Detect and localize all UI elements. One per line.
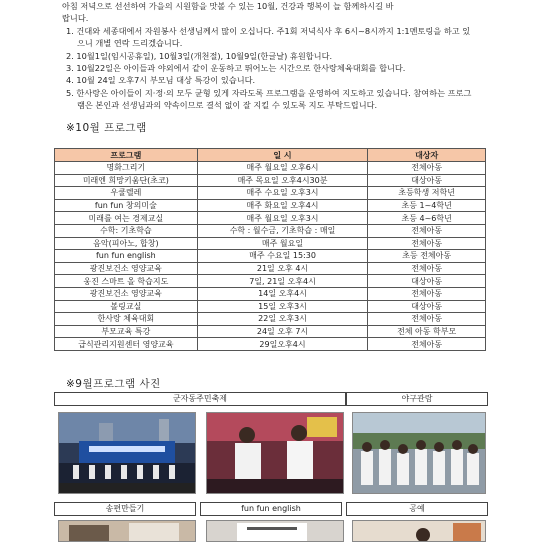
table-row <box>55 325 486 338</box>
cell-schedule: 15일 오후3시 <box>197 300 368 313</box>
cell-target: 대상아동 <box>368 174 486 187</box>
cell-target: 초등 전체아동 <box>368 250 486 263</box>
cell-schedule: 매주 월요일 <box>197 237 368 250</box>
program-table <box>54 148 486 351</box>
table-row <box>55 224 486 237</box>
cell-program: 음악(피아노, 합창) <box>55 237 198 250</box>
cell-target: 전체아동 <box>368 224 486 237</box>
cell-target: 전체아동 <box>368 262 486 275</box>
cell-schedule: 29일오후4시 <box>197 338 368 351</box>
october-program-title: ※10월 프로그램 <box>66 122 147 134</box>
table-row <box>55 338 486 351</box>
festival-stage-photo <box>58 412 196 494</box>
table-row <box>55 237 486 250</box>
table-row <box>55 250 486 263</box>
cell-program: 명화그리기 <box>55 162 198 175</box>
intro-line: 랍니다. <box>62 13 89 24</box>
intro-text <box>62 0 476 112</box>
cell-schedule: 매주 수요일 15:30 <box>197 250 368 263</box>
cell-program: 광진보건소 영양교육 <box>55 287 198 300</box>
cell-schedule: 7일, 21일 오후4시 <box>197 275 368 288</box>
cell-schedule: 매주 목요일 오후4시30분 <box>197 174 368 187</box>
notice-item: 4. 10월 24일 오후7시 부모님 대상 특강이 있습니다. <box>66 75 256 86</box>
notice-item: 1. 건대와 세종대에서 자원봉사 선생님께서 많이 오십니다. 주1회 저녁식사 후 6시~8시까지 1:1멘토링을 하고 있으니 개별 연락 드리겠습니다. <box>66 25 471 49</box>
cell-schedule: 22일 오후3시 <box>197 313 368 326</box>
cell-program: 한사랑 체육대회 <box>55 313 198 326</box>
cell-schedule: 14일 오후4시 <box>197 287 368 300</box>
cell-program: 우쿨렐레 <box>55 187 198 200</box>
cell-schedule: 21일 오후 4시 <box>197 262 368 275</box>
photo-gallery <box>54 392 488 540</box>
photo-caption-songpyeon: 송편만들기 <box>54 502 196 516</box>
header-program: 프로그램 <box>55 149 198 162</box>
photo-caption-baseball: 야구관람 <box>346 392 488 406</box>
cell-target: 전체아동 <box>368 162 486 175</box>
table-row <box>55 174 486 187</box>
table-row <box>55 199 486 212</box>
table-row <box>55 275 486 288</box>
photo-caption-english: fun fun english <box>200 502 342 516</box>
photo-caption-festival: 군자동주민축제 <box>54 392 346 406</box>
cell-target: 전체아동 <box>368 287 486 300</box>
cell-target: 대상아동 <box>368 300 486 313</box>
photo-caption-craft: 공예 <box>346 502 488 516</box>
cell-schedule: 매주 수요일 오후3시 <box>197 187 368 200</box>
cell-target: 초등 1~4학년 <box>368 199 486 212</box>
cell-program: 미래를 여는 경제교실 <box>55 212 198 225</box>
cell-schedule: 매주 월요일 오후6시 <box>197 162 368 175</box>
cell-target: 전체아동 <box>368 338 486 351</box>
cell-program: 부모교육 특강 <box>55 325 198 338</box>
intro-line: 아침 저녁으로 선선하여 가을의 시원함을 맛볼 수 있는 10월, 건강과 행복이 늘 함께하시길 바 <box>62 1 394 11</box>
cell-schedule: 매주 화요일 오후4시 <box>197 199 368 212</box>
baseball-game-photo <box>352 412 486 494</box>
english-class-photo <box>206 520 344 542</box>
cell-program: fun fun english <box>55 250 198 263</box>
cell-schedule: 수학 : 월수금, 기초학습 : 매일 <box>197 224 368 237</box>
cell-target: 전체 아동 학부모 <box>368 325 486 338</box>
cell-target: 초등 4~6학년 <box>368 212 486 225</box>
cell-schedule: 매주 월요일 오후3시 <box>197 212 368 225</box>
craft-photo <box>352 520 486 542</box>
table-row <box>55 212 486 225</box>
cell-program: 볼링교실 <box>55 300 198 313</box>
notice-item: 3. 10월22일은 아이들과 야외에서 같이 운동하고 뛰어노는 시간으로 한사랑체육대회를 합니다. <box>66 63 406 74</box>
cell-program: 급식관리지원센터 영양교육 <box>55 338 198 351</box>
table-row <box>55 162 486 175</box>
header-schedule: 일 시 <box>197 149 368 162</box>
table-row <box>55 187 486 200</box>
table-row <box>55 262 486 275</box>
cell-target: 초등학생 저학년 <box>368 187 486 200</box>
cell-target: 전체아동 <box>368 237 486 250</box>
cell-target: 전체아동 <box>368 313 486 326</box>
cell-program: fun fun 창의미술 <box>55 199 198 212</box>
cell-program: 광진보건소 영양교육 <box>55 262 198 275</box>
table-row <box>55 313 486 326</box>
september-photos-title: ※9월프로그램 사진 <box>66 378 161 390</box>
notice-item: 5. 한사랑은 아이들이 지·정·의 모두 균형 있게 자라도록 프로그램을 운영하여 지도하고 있습니다. 참여하는 프로그램은 본인과 선생님과의 약속이므로 결석 없이 잘 지킬 수 있도록 지도 부탁드립니다. <box>66 87 472 111</box>
notice-item: 2. 10월1일(임시공휴일), 10월3일(개천절), 10월9일(한글날) 휴원합니다. <box>66 50 333 61</box>
table-header-row <box>55 149 486 162</box>
festival-dance-photo <box>206 412 344 494</box>
cell-schedule: 24일 오후 7시 <box>197 325 368 338</box>
cell-target: 대상아동 <box>368 275 486 288</box>
cell-program: 웅진 스마트 올 학습지도 <box>55 275 198 288</box>
songpyeon-photo <box>58 520 196 542</box>
cell-program: 미래엔 희망키움단(초코) <box>55 174 198 187</box>
table-row <box>55 287 486 300</box>
table-row <box>55 300 486 313</box>
header-target: 대상자 <box>368 149 486 162</box>
cell-program: 수학: 기초학습 <box>55 224 198 237</box>
